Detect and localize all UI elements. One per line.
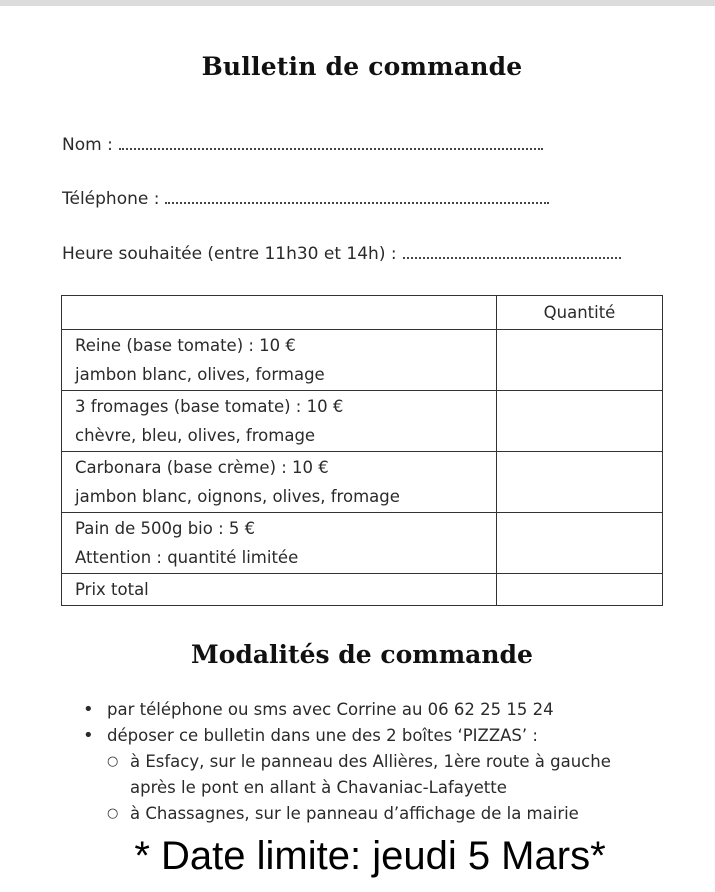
- item-description: chèvre, bleu, olives, fromage: [75, 426, 316, 445]
- total-label: Prix total: [62, 574, 497, 606]
- bullet-text: déposer ce bulletin dans une des 2 boîtes ‘PIZZAS’ :: [107, 726, 538, 745]
- quantity-input-reine[interactable]: [497, 330, 663, 391]
- item-description: jambon blanc, olives, formage: [75, 365, 325, 384]
- top-divider: [0, 0, 715, 6]
- table-row: [62, 391, 663, 452]
- nom-field[interactable]: [62, 135, 543, 155]
- quantity-input-3-fromages[interactable]: [497, 391, 663, 452]
- nom-label: Nom :: [62, 135, 113, 155]
- quantity-input-carbonara[interactable]: [497, 452, 663, 513]
- telephone-field[interactable]: [62, 189, 549, 209]
- total-row: [62, 574, 663, 606]
- modalites-title: Modalités de commande: [191, 640, 533, 669]
- telephone-dotted-line: [165, 190, 549, 204]
- item-cell: [62, 452, 497, 513]
- sub-item-text-continued: après le pont en allant à Chavaniac-Lafayette: [130, 778, 507, 797]
- quantity-header: Quantité: [497, 296, 663, 330]
- heure-label: Heure souhaitée (entre 11h30 et 14h) :: [62, 244, 397, 264]
- circle-bullet-icon: ○: [107, 806, 119, 821]
- sub-list: [107, 749, 611, 827]
- page-title: Bulletin de commande: [201, 52, 523, 81]
- deadline-notice: * Date limite: jeudi 5 Mars*: [134, 834, 606, 878]
- order-table: [61, 295, 663, 606]
- bullet-icon: •: [83, 725, 94, 746]
- bullet-icon: •: [83, 699, 94, 720]
- item-name: Reine (base tomate) : 10 €: [75, 336, 296, 355]
- telephone-label: Téléphone :: [62, 189, 160, 209]
- heure-field[interactable]: [62, 244, 621, 264]
- list-item: [83, 697, 611, 723]
- item-name: Carbonara (base crème) : 10 €: [75, 458, 329, 477]
- item-name: Pain de 500g bio : 5 €: [75, 519, 256, 538]
- item-description: jambon blanc, oignons, olives, fromage: [75, 487, 400, 506]
- table-row: [62, 330, 663, 391]
- item-cell: [62, 330, 497, 391]
- header-empty-cell: [62, 296, 497, 330]
- item-cell: [62, 391, 497, 452]
- sub-item-text: à Esfacy, sur le panneau des Allières, 1ère route à gauche: [130, 752, 611, 771]
- list-item: [83, 723, 611, 827]
- item-cell: [62, 513, 497, 574]
- sub-list-item: [107, 801, 611, 827]
- nom-dotted-line: [119, 136, 543, 150]
- circle-bullet-icon: ○: [107, 754, 119, 769]
- item-description: Attention : quantité limitée: [75, 548, 299, 567]
- table-row: [62, 452, 663, 513]
- heure-dotted-line: [403, 245, 621, 259]
- quantity-input-pain[interactable]: [497, 513, 663, 574]
- sub-list-item: [107, 749, 611, 801]
- total-price-input[interactable]: [497, 574, 663, 606]
- sub-item-text: à Chassagnes, sur le panneau d’affichage de la mairie: [130, 804, 579, 823]
- table-header-row: [62, 296, 663, 330]
- table-row: [62, 513, 663, 574]
- modalites-list: [83, 697, 611, 827]
- bullet-text: par téléphone ou sms avec Corrine au 06 62 25 15 24: [107, 700, 554, 719]
- item-name: 3 fromages (base tomate) : 10 €: [75, 397, 344, 416]
